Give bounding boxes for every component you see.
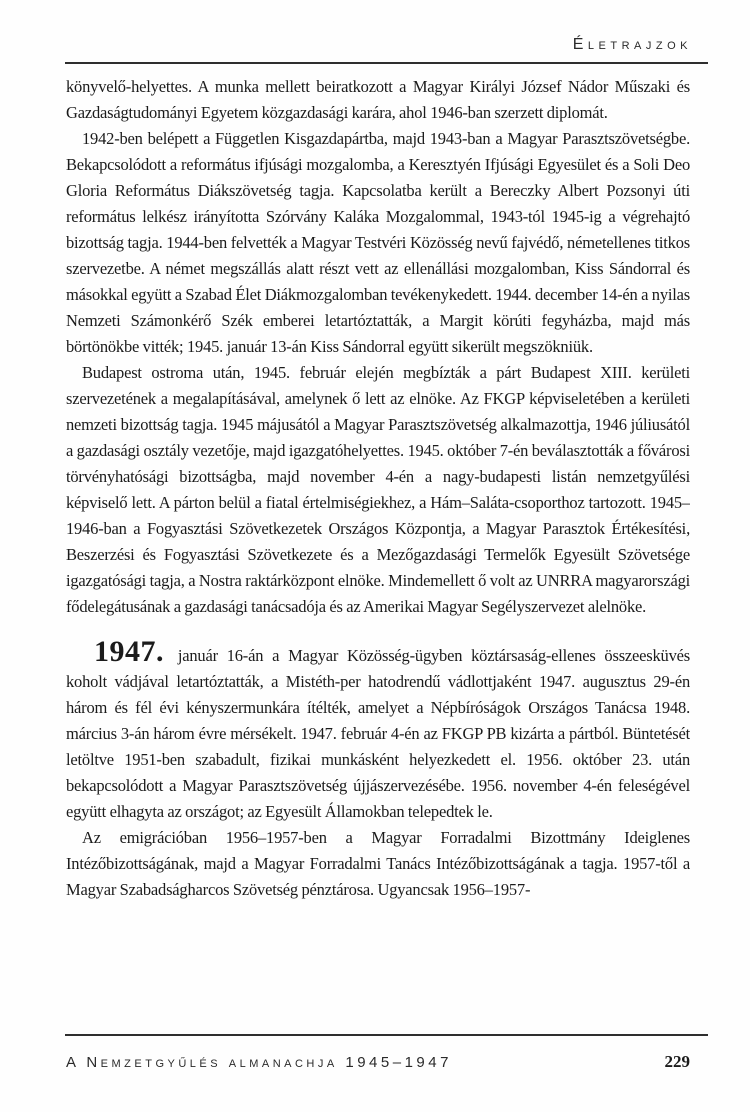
running-header-title: Életrajzok xyxy=(572,36,692,53)
footer-book-title: A Nemzetgyűlés almanachja 1945–1947 xyxy=(66,1054,452,1071)
footer-rule xyxy=(65,1034,708,1036)
paragraph: 1947. január 16-án a Magyar Közösség-ügyben köztársaság-ellenes összeesküvés koholt vádjával letartóztatták, a Mistéth-per hatodrendű vádlottjaként 1947. augusztus 29-én három és fél évi kényszermunkára ítélték, amelyet a Népbíróságok Országos Tanácsa 1948. március 3-án három évre mérsékelt. 1947. február 4-én az FKGP PB kizárta a pártból. Büntetését letöltve 1951-ben szabadult, fizikai munkásként helyezkedett el. 1956. október 23. után bekapcsolódott a Magyar Parasztszövetség újjászervezésébe. 1956. november 4-én feleségével együtt elhagyta az országot; az Egyesült Államokban telepedtek le. xyxy=(66,635,690,821)
paragraph: Budapest ostroma után, 1945. február elején megbízták a párt Budapest XIII. kerületi szervezetének a megalapításával, amelynek ő lett az elnöke. Az FKGP képviseletében a kerületi nemzeti bizottság tagja. 1945 májusától a Magyar Parasztszövetség alkalmazottja, 1946 júliusától a gazdasági osztály vezetője, majd igazgatóhelyettes. 1945. október 7-én beválasztották a fővárosi törvényhatósági bizottságba, majd november 4-én a nagy-budapesti listán nemzetgyűlési képviselő lett. A párton belül a fiatal értelmiségiekhez, a Hám–Saláta-csoporthoz tartozott. 1945–1946-ban a Fogyasztási Szövetkezetek Országos Központja, a Magyar Parasztok Értékesítési, Beszerzési és Fogyasztási Szövetkezete és a Mezőgazdasági Termelők Egyesült Szövetsége igazgatósági tagja, a Nostra raktárközpont elnöke. Mindemellett ő volt az UNRRA magyarországi fődelegátusának a gazdasági tanácsadója és az Amerikai Magyar Segélyszervezet alelnöke. xyxy=(66,363,690,616)
page-number: 229 xyxy=(664,1052,690,1071)
paragraph: Az emigrációban 1956–1957-ben a Magyar Forradalmi Bizottmány Ideiglenes Intézőbizottságának, majd a Magyar Forradalmi Tanács Intézőbizottságának a tagja. 1957-től a Magyar Szabadságharcos Szövetség pénztárosa. Ugyancsak 1956–1957- xyxy=(66,828,690,899)
paragraph: könyvelő-helyettes. A munka mellett beiratkozott a Magyar Királyi József Nádor Műszaki és Gazdaságtudományi Egyetem közgazdasági karára, ahol 1946-ban szerzett diplomát. xyxy=(66,77,690,122)
article-body xyxy=(66,74,690,1026)
paragraph: 1942-ben belépett a Független Kisgazdapártba, majd 1943-ban a Magyar Parasztszövetségbe. Bekapcsolódott a református ifjúsági mozgalomba, a Keresztyén Ifjúsági Egyesület és a Soli Deo Gloria Református Diákszövetség tagja. Kapcsolatba került a Bereczky Albert Pozsonyi úti református lelkész irányította Szórvány Kaláka Mozgalommal, 1943-tól 1945-ig a végrehajtó bizottság tagja. 1944-ben felvették a Magyar Testvéri Közösség nevű fajvédő, németellenes titkos szervezetbe. A német megszállás alatt részt vett az ellenállási mozgalomban, Kiss Sándorral és másokkal együtt a Szabad Élet Diákmozgalomban tevékenykedett. 1944. december 14-én a nyilas Nemzeti Számonkérő Szék emberei letartóztatták, a Margit körúti fegyházba, majd más börtönökbe vitték; 1945. január 13-án Kiss Sándorral együtt sikerült megszökniük. xyxy=(66,129,690,356)
header-rule xyxy=(65,62,708,64)
page-header xyxy=(66,36,692,54)
page-footer xyxy=(66,1052,690,1072)
year-heading: 1947. xyxy=(94,635,164,668)
